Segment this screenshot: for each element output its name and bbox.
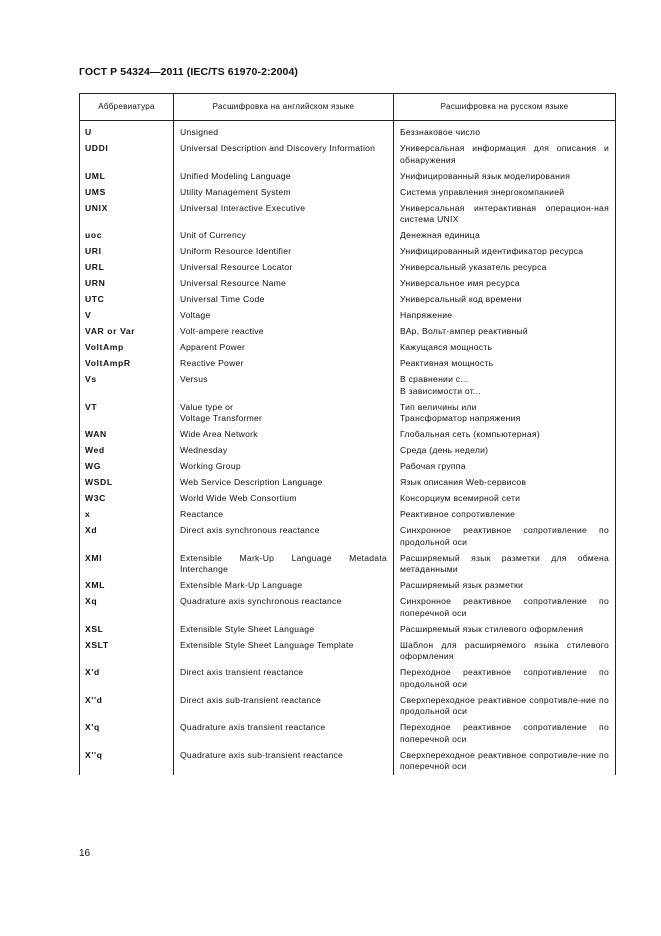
russian-cell: Расширяемый язык стилевого оформления bbox=[394, 621, 616, 637]
abbreviation-cell: uoc bbox=[80, 228, 174, 244]
russian-cell: Расширяемый язык разметки bbox=[394, 578, 616, 594]
russian-cell: Реактивная мощность bbox=[394, 356, 616, 372]
russian-cell: Переходное реактивное сопротивление по продольной оси bbox=[394, 665, 616, 693]
english-cell: Reactance bbox=[174, 507, 394, 523]
english-cell: Universal Interactive Executive bbox=[174, 200, 394, 228]
russian-cell: Сверхпереходное реактивное сопротивле-ние по продольной оси bbox=[394, 692, 616, 720]
abbreviation-cell: UTC bbox=[80, 292, 174, 308]
abbreviation-cell: XMI bbox=[80, 550, 174, 578]
document-header: ГОСТ Р 54324—2011 (IEC/TS 61970-2:2004) bbox=[79, 66, 298, 78]
table-row bbox=[80, 720, 616, 748]
column-header-english: Расшифровка на английском языке bbox=[174, 94, 394, 121]
russian-cell: Система управления энергокомпанией bbox=[394, 184, 616, 200]
english-cell: Universal Description and Discovery Information bbox=[174, 141, 394, 169]
russian-cell: Беззнаковое число bbox=[394, 121, 616, 141]
abbreviation-cell: UNIX bbox=[80, 200, 174, 228]
abbreviation-cell: x bbox=[80, 507, 174, 523]
english-cell: Reactive Power bbox=[174, 356, 394, 372]
abbreviation-cell: UML bbox=[80, 168, 174, 184]
abbreviation-cell: XSL bbox=[80, 621, 174, 637]
english-cell: Value type or Voltage Transformer bbox=[174, 399, 394, 427]
russian-cell: Напряжение bbox=[394, 308, 616, 324]
table-row bbox=[80, 427, 616, 443]
russian-cell: Кажущаяся мощность bbox=[394, 340, 616, 356]
column-header-abbreviation: Аббревиатура bbox=[80, 94, 174, 121]
table-row bbox=[80, 308, 616, 324]
table-row bbox=[80, 747, 616, 775]
russian-cell: Переходное реактивное сопротивление по поперечной оси bbox=[394, 720, 616, 748]
english-cell: Universal Time Code bbox=[174, 292, 394, 308]
page-number: 16 bbox=[79, 848, 91, 859]
english-cell: Wednesday bbox=[174, 443, 394, 459]
russian-cell: Денежная единица bbox=[394, 228, 616, 244]
table-row bbox=[80, 184, 616, 200]
table-header-row bbox=[80, 94, 616, 121]
russian-cell: Шаблон для расширяемого языка стилевого оформления bbox=[394, 637, 616, 665]
english-cell: Direct axis transient reactance bbox=[174, 665, 394, 693]
table-row bbox=[80, 372, 616, 400]
table-row bbox=[80, 141, 616, 169]
abbreviation-cell: WSDL bbox=[80, 475, 174, 491]
table-row bbox=[80, 168, 616, 184]
table-row bbox=[80, 507, 616, 523]
russian-cell: Язык описания Web-сервисов bbox=[394, 475, 616, 491]
abbreviation-cell: XSLT bbox=[80, 637, 174, 665]
russian-cell: Рабочая группа bbox=[394, 459, 616, 475]
russian-cell: В сравнении с... В зависимости от... bbox=[394, 372, 616, 400]
russian-cell: ВАр, Вольт-ампер реактивный bbox=[394, 324, 616, 340]
table-row bbox=[80, 356, 616, 372]
english-cell: Wide Area Network bbox=[174, 427, 394, 443]
abbreviation-cell: XML bbox=[80, 578, 174, 594]
table-header bbox=[80, 94, 616, 121]
english-cell: Uniform Resource Identifier bbox=[174, 244, 394, 260]
russian-cell: Консорциум всемирной сети bbox=[394, 491, 616, 507]
english-cell: Utility Management System bbox=[174, 184, 394, 200]
russian-cell: Тип величины или Трансформатор напряжения bbox=[394, 399, 616, 427]
abbreviation-cell: X''d bbox=[80, 692, 174, 720]
russian-cell: Унифицированный язык моделирования bbox=[394, 168, 616, 184]
russian-cell: Универсальный указатель ресурса bbox=[394, 260, 616, 276]
table-row bbox=[80, 340, 616, 356]
english-cell: Extensible Mark-Up Language Metadata Interchange bbox=[174, 550, 394, 578]
russian-cell: Синхронное реактивное сопротивление по поперечной оси bbox=[394, 594, 616, 622]
abbreviation-cell: U bbox=[80, 121, 174, 141]
table-row bbox=[80, 276, 616, 292]
abbreviation-cell: VoltAmp bbox=[80, 340, 174, 356]
english-cell: Extensible Mark-Up Language bbox=[174, 578, 394, 594]
english-cell: Quadrature axis synchronous reactance bbox=[174, 594, 394, 622]
abbreviation-cell: VoltAmpR bbox=[80, 356, 174, 372]
russian-cell: Универсальное имя ресурса bbox=[394, 276, 616, 292]
abbreviation-cell: X''q bbox=[80, 747, 174, 775]
table-row bbox=[80, 228, 616, 244]
table-row bbox=[80, 475, 616, 491]
table-body bbox=[80, 121, 616, 775]
abbreviation-cell: Xq bbox=[80, 594, 174, 622]
table-row bbox=[80, 244, 616, 260]
english-cell: Quadrature axis transient reactance bbox=[174, 720, 394, 748]
english-cell: Working Group bbox=[174, 459, 394, 475]
english-cell: Unit of Currency bbox=[174, 228, 394, 244]
english-cell: Unsigned bbox=[174, 121, 394, 141]
abbreviation-cell: VT bbox=[80, 399, 174, 427]
english-cell: Universal Resource Locator bbox=[174, 260, 394, 276]
english-cell: Universal Resource Name bbox=[174, 276, 394, 292]
table-row bbox=[80, 550, 616, 578]
table-row bbox=[80, 121, 616, 141]
russian-cell: Глобальная сеть (компьютерная) bbox=[394, 427, 616, 443]
abbreviation-cell: UMS bbox=[80, 184, 174, 200]
table-row bbox=[80, 665, 616, 693]
table-row bbox=[80, 200, 616, 228]
abbreviation-cell: Xd bbox=[80, 523, 174, 551]
abbreviation-cell: URN bbox=[80, 276, 174, 292]
english-cell: Unified Modeling Language bbox=[174, 168, 394, 184]
table-row bbox=[80, 637, 616, 665]
abbreviations-table bbox=[79, 93, 616, 775]
russian-cell: Расширяемый язык разметки для обмена метаданными bbox=[394, 550, 616, 578]
russian-cell: Реактивное сопротивление bbox=[394, 507, 616, 523]
abbreviation-cell: VAR or Var bbox=[80, 324, 174, 340]
abbreviation-cell: WAN bbox=[80, 427, 174, 443]
table-row bbox=[80, 443, 616, 459]
english-cell: Extensible Style Sheet Language Template bbox=[174, 637, 394, 665]
table-row bbox=[80, 692, 616, 720]
table-row bbox=[80, 578, 616, 594]
abbreviation-cell: UDDI bbox=[80, 141, 174, 169]
english-cell: World Wide Web Consortium bbox=[174, 491, 394, 507]
english-cell: Versus bbox=[174, 372, 394, 400]
table-row bbox=[80, 594, 616, 622]
english-cell: Extensible Style Sheet Language bbox=[174, 621, 394, 637]
english-cell: Volt-ampere reactive bbox=[174, 324, 394, 340]
english-cell: Web Service Description Language bbox=[174, 475, 394, 491]
abbreviation-cell: WG bbox=[80, 459, 174, 475]
russian-cell: Универсальная интерактивная операцион-ная система UNIX bbox=[394, 200, 616, 228]
table-row bbox=[80, 491, 616, 507]
table-row bbox=[80, 459, 616, 475]
abbreviation-cell: X'q bbox=[80, 720, 174, 748]
column-header-russian: Расшифровка на русском языке bbox=[394, 94, 616, 121]
english-cell: Apparent Power bbox=[174, 340, 394, 356]
russian-cell: Среда (день недели) bbox=[394, 443, 616, 459]
table-row bbox=[80, 292, 616, 308]
table-row bbox=[80, 260, 616, 276]
abbreviation-cell: V bbox=[80, 308, 174, 324]
abbreviation-cell: X'd bbox=[80, 665, 174, 693]
english-cell: Voltage bbox=[174, 308, 394, 324]
english-cell: Direct axis sub-transient reactance bbox=[174, 692, 394, 720]
table-row bbox=[80, 399, 616, 427]
table-row bbox=[80, 523, 616, 551]
table-row bbox=[80, 324, 616, 340]
abbreviation-cell: Vs bbox=[80, 372, 174, 400]
russian-cell: Унифицированный идентификатор ресурса bbox=[394, 244, 616, 260]
abbreviation-cell: W3C bbox=[80, 491, 174, 507]
english-cell: Quadrature axis sub-transient reactance bbox=[174, 747, 394, 775]
table-row bbox=[80, 621, 616, 637]
abbreviation-cell: URI bbox=[80, 244, 174, 260]
russian-cell: Сверхпереходное реактивное сопротивле-ние по поперечной оси bbox=[394, 747, 616, 775]
russian-cell: Универсальная информация для описания и обнаружения bbox=[394, 141, 616, 169]
russian-cell: Универсальный код времени bbox=[394, 292, 616, 308]
russian-cell: Синхронное реактивное сопротивление по продольной оси bbox=[394, 523, 616, 551]
abbreviation-cell: URL bbox=[80, 260, 174, 276]
abbreviation-cell: Wed bbox=[80, 443, 174, 459]
english-cell: Direct axis synchronous reactance bbox=[174, 523, 394, 551]
